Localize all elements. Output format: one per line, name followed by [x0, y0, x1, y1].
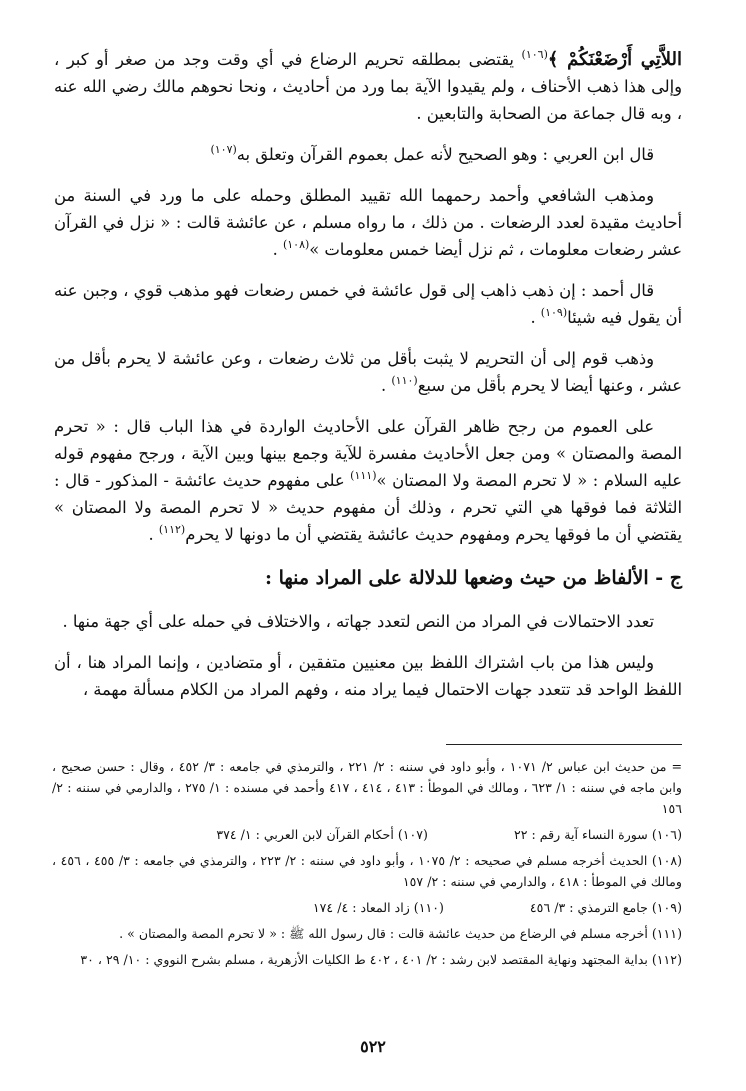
section-heading: ج - الألفاظ من حيث وضعها للدلالة على المراد منها : [264, 567, 682, 589]
main-text [54, 46, 682, 717]
footnote-divider [446, 744, 682, 745]
footnote-111: (١١١) أخرجه مسلم في الرضاع من حديث عائشة قالت : قال رسول الله ﷺ : « لا تحرم المصة والمصتان » . [119, 926, 682, 941]
paragraph-3-text: ومذهب الشافعي وأحمد رحمهما الله تقييد المطلق وحمله على ما ورد في السنة من أحاديث مقيدة لعدد الرضعات . من ذلك ، ما رواه مسلم ، عن عائشة قالت : « نزل في القرآن عشر رضعات معلومات ، ثم نزل أيضا خمس معلومات » [54, 186, 682, 259]
paragraph-8 [54, 649, 682, 703]
paragraph-5-text: وذهب قوم إلى أن التحريم لا يثبت بأقل من ثلاث رضعات ، وعن عائشة لا يحرم بأقل من عشر ، وعنها أيضا لا يحرم بأقل من سبع [54, 349, 682, 395]
paragraph-7 [54, 608, 682, 635]
footnote-ref-108: (١٠٨) [282, 238, 310, 251]
footnote-ref-112: (١١٢) [158, 523, 186, 536]
footnote-ref-111: (١١١) [350, 469, 377, 482]
footnote-106: (١٠٦) سورة النساء آية رقم : ٢٢ [513, 827, 682, 842]
paragraph-2-text: قال ابن العربي : وهو الصحيح لأنه عمل بعموم القرآن وتعلق به [236, 145, 654, 164]
paragraph-4 [54, 277, 682, 331]
footnote-107: (١٠٧) أحكام القرآن لابن العربي : ١/ ٣٧٤ [216, 827, 428, 842]
paragraph-1-text: يقتضى بمطلقه تحريم الرضاع في أي وقت وجد من صغر أو كبر ، وإلى هذا ذهب الأحناف ، ولم يقيدوا الآية بما ورد من أحاديث ، ونحا نحوهم مالك رضي الله عنه ، وبه قال جماعة من الصحابة والتابعين . [54, 50, 682, 123]
paragraph-8-text: وليس هذا من باب اشتراك اللفظ بين معنيين متفقين ، أو متضادين ، وإنما المراد هنا ، أن اللفظ الواحد قد تتعدد جهات الاحتمال فيما يراد منه ، وفهم المراد من الكلام مسألة مهمة ، [54, 653, 682, 699]
paragraph-2 [54, 141, 682, 168]
footnote-ref-110: (١١٠) [391, 374, 418, 387]
paragraph-3-end: . [272, 240, 283, 259]
paragraph-7-text: تعدد الاحتمالات في المراد من النص لتعدد جهاته ، والاختلاف في حمله على أي جهة منها . [62, 612, 654, 631]
footnote-ref-109: (١٠٩) [540, 306, 568, 319]
paragraph-1 [54, 46, 682, 127]
footnotes [52, 756, 682, 975]
paragraph-4-end: . [530, 308, 541, 327]
paragraph-6 [54, 413, 682, 548]
footnote-109: (١٠٩) جامع الترمذي : ٣/ ٤٥٦ [529, 900, 682, 915]
footnote-110: (١١٠) زاد المعاد : ٤/ ١٧٤ [312, 900, 444, 915]
footnote-row-106-107 [52, 824, 682, 845]
page-number: ٥٢٢ [360, 1037, 386, 1056]
paragraph-5 [54, 345, 682, 399]
quran-phrase: اللاَّتِي أَرْضَعْنَكُمْ ﴾ [547, 49, 682, 70]
paragraph-4-text: قال أحمد : إن ذهب ذاهب إلى قول عائشة في خمس رضعات فهو مذهب قوي ، وجبن عنه أن يقول فيه شيئا [54, 281, 682, 327]
paragraph-6-text-a: على العموم من رجح ظاهر القرآن على الأحاديث الواردة في هذا الباب قال : « تحرم المصة والمصتان » ومن جعل الأحاديث مفسرة للآية وجمع بينها وبين الآية ، ورجح مفهوم قوله عليه السلام : « لا تحرم المصة ولا المصتان » [54, 417, 683, 490]
footnote-108: (١٠٨) الحديث أخرجه مسلم في صحيحه : ٢/ ١٠٧٥ ، وأبو داود في سننه : ٢/ ٢٢٣ ، والترمذي في جامعه : ٣/ ٤٥٥ ، ٤٥٦ ، ومالك في الموطأ : ٤١٨ ، والدارمي في سننه : ٢/ ١٥٧ [52, 853, 683, 889]
paragraph-5-end: . [381, 376, 392, 395]
paragraph-6-end: . [148, 525, 159, 544]
paragraph-3 [54, 182, 682, 263]
footnote-continuation: = من حديث ابن عباس ٢/ ١٠٧١ ، وأبو داود في سننه : ٢/ ٢٢١ ، والترمذي في جامعه : ٣/ ٤٥٢ ، وقال : حسن صحيح ، وابن ماجه في سننه : ١/ ٦٢٣ ، ومالك في الموطأ : ٤١٣ ، ٤١٤ ، ٤١٧ وأحمد في مسنده : ١/ ٢٧٥ ، والدارمي في سننه : ٢/ ١٥٦ [52, 759, 683, 816]
footnote-ref-107: (١٠٧) [210, 143, 237, 156]
footnote-112: (١١٢) بداية المجتهد ونهاية المقتصد لابن رشد : ٢/ ٤٠١ ، ٤٠٢ ط الكليات الأزهرية ، مسلم بشرح النووي : ١٠/ ٢٩ ، ٣٠ [80, 952, 682, 967]
paragraph-6-text-b: على مفهوم حديث عائشة - المذكور - قال : الثلاثة فما فوقها هي التي تحرم ، وذلك أن مفهوم حديث « لا تحرم المصة ولا المصتان » يقتضي أن ما فوقها يحرم ومفهوم حديث عائشة يقتضي أن ما دونها لا يحرم [54, 471, 682, 544]
footnote-row-109-110 [52, 897, 682, 918]
footnote-ref-106: (١٠٦) [521, 48, 548, 61]
